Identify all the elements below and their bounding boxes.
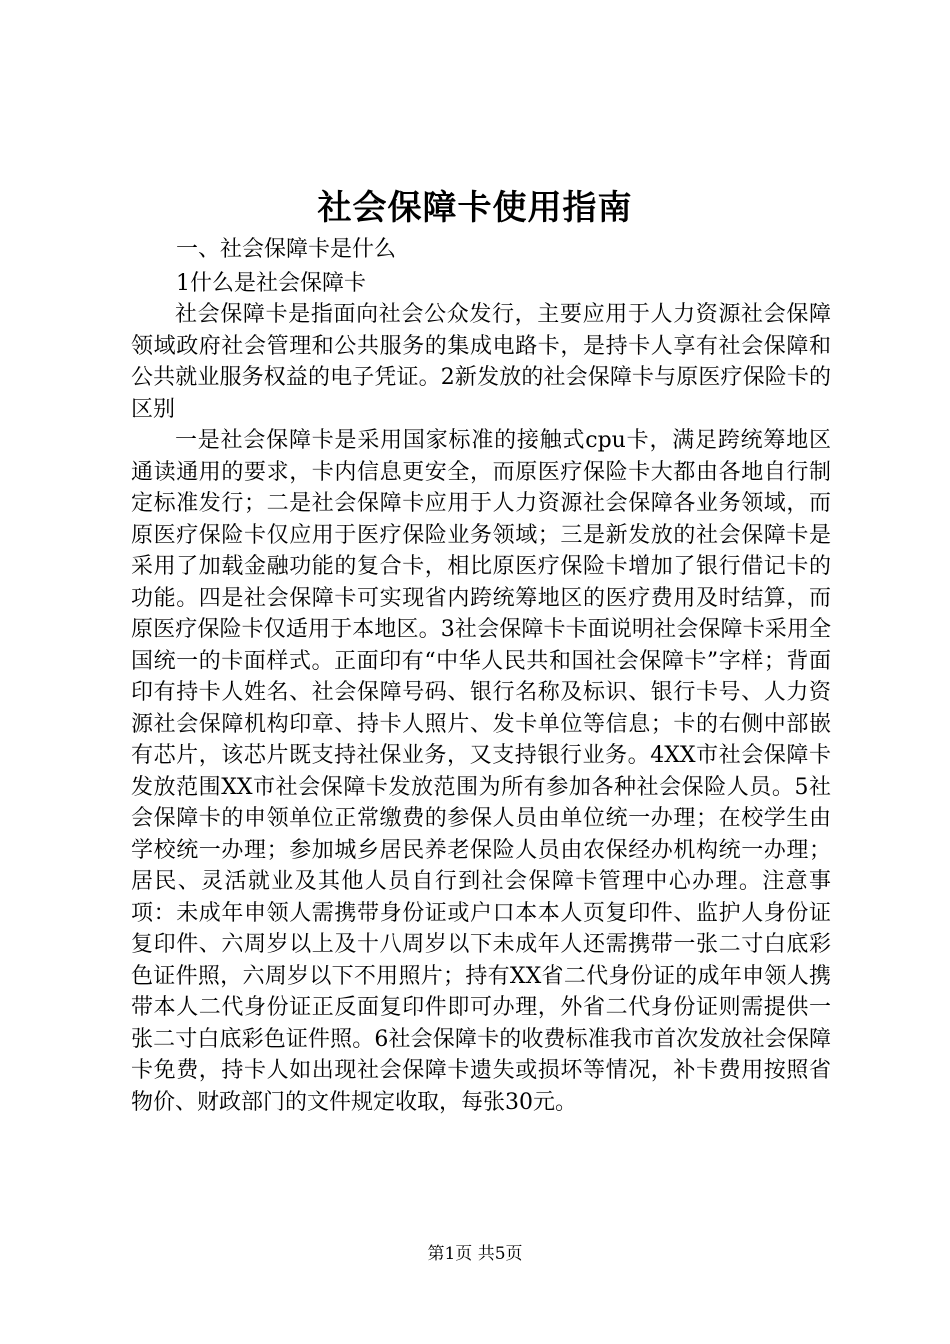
body-paragraph-2: 一是社会保障卡是采用国家标准的接触式cpu卡，满足跨统筹地区通读通用的要求，卡内信息更安全，而原医疗保险卡大都由各地自行制定标准发行；二是社会保障卡应用于人力资源社会保障各业务领域，而原医疗保险卡仅应用于医疗保险业务领域；三是新发放的社会保障卡是采用了加载金融功能的复合卡，相比原医疗保险卡增加了银行借记卡的功能。四是社会保障卡可实现省内跨统筹地区的医疗费用及时结算，而原医疗保险卡仅适用于本地区。3社会保障卡卡面说明社会保障卡采用全国统一的卡面样式。正面印有“中华人民共和国社会保障卡”字样；背面印有持卡人姓名、社会保障号码、银行名称及标识、银行卡号、人力资源社会保障机构印章、持卡人照片、发卡单位等信息；卡的右侧中部嵌有芯片，该芯片既支持社保业务，又支持银行业务。4XX市社会保障卡发放范围XX市社会保障卡发放范围为所有参加各种社会保险人员。5社会保障卡的申领单位正常缴费的参保人员由单位统一办理；在校学生由学校统一办理；参加城乡居民养老保险人员由农保经办机构统一办理；居民、灵活就业及其他人员自行到社会保障卡管理中心办理。注意事项：未成年申领人需携带身份证或户口本本人页复印件、监护人身份证复印件、六周岁以上及十八周岁以下未成年人还需携带一张二寸白底彩色证件照，六周岁以下不用照片；持有XX省二代身份证的成年申领人携带本人二代身份证正反面复印件即可办理，外省二代身份证则需提供一张二寸白底彩色证件照。6社会保障卡的收费标准我市首次发放社会保障卡免费，持卡人如出现社会保障卡遗失或损坏等情况，补卡费用按照省物价、财政部门的文件规定收取，每张30元。 xyxy=(131,428,831,1115)
subsection-heading: 1什么是社会保障卡 xyxy=(176,271,366,296)
body-paragraph-1: 社会保障卡是指面向社会公众发行，主要应用于人力资源社会保障领域政府社会管理和公共服务的集成电路卡，是持卡人享有社会保障和公共就业服务权益的电子凭证。2新发放的社会保障卡与原医疗保险卡的区别 xyxy=(131,302,831,422)
document-title: 社会保障卡使用指南 xyxy=(317,188,633,228)
section-heading: 一、社会保障卡是什么 xyxy=(176,237,397,262)
page-footer: 第1页 共5页 xyxy=(427,1244,523,1264)
